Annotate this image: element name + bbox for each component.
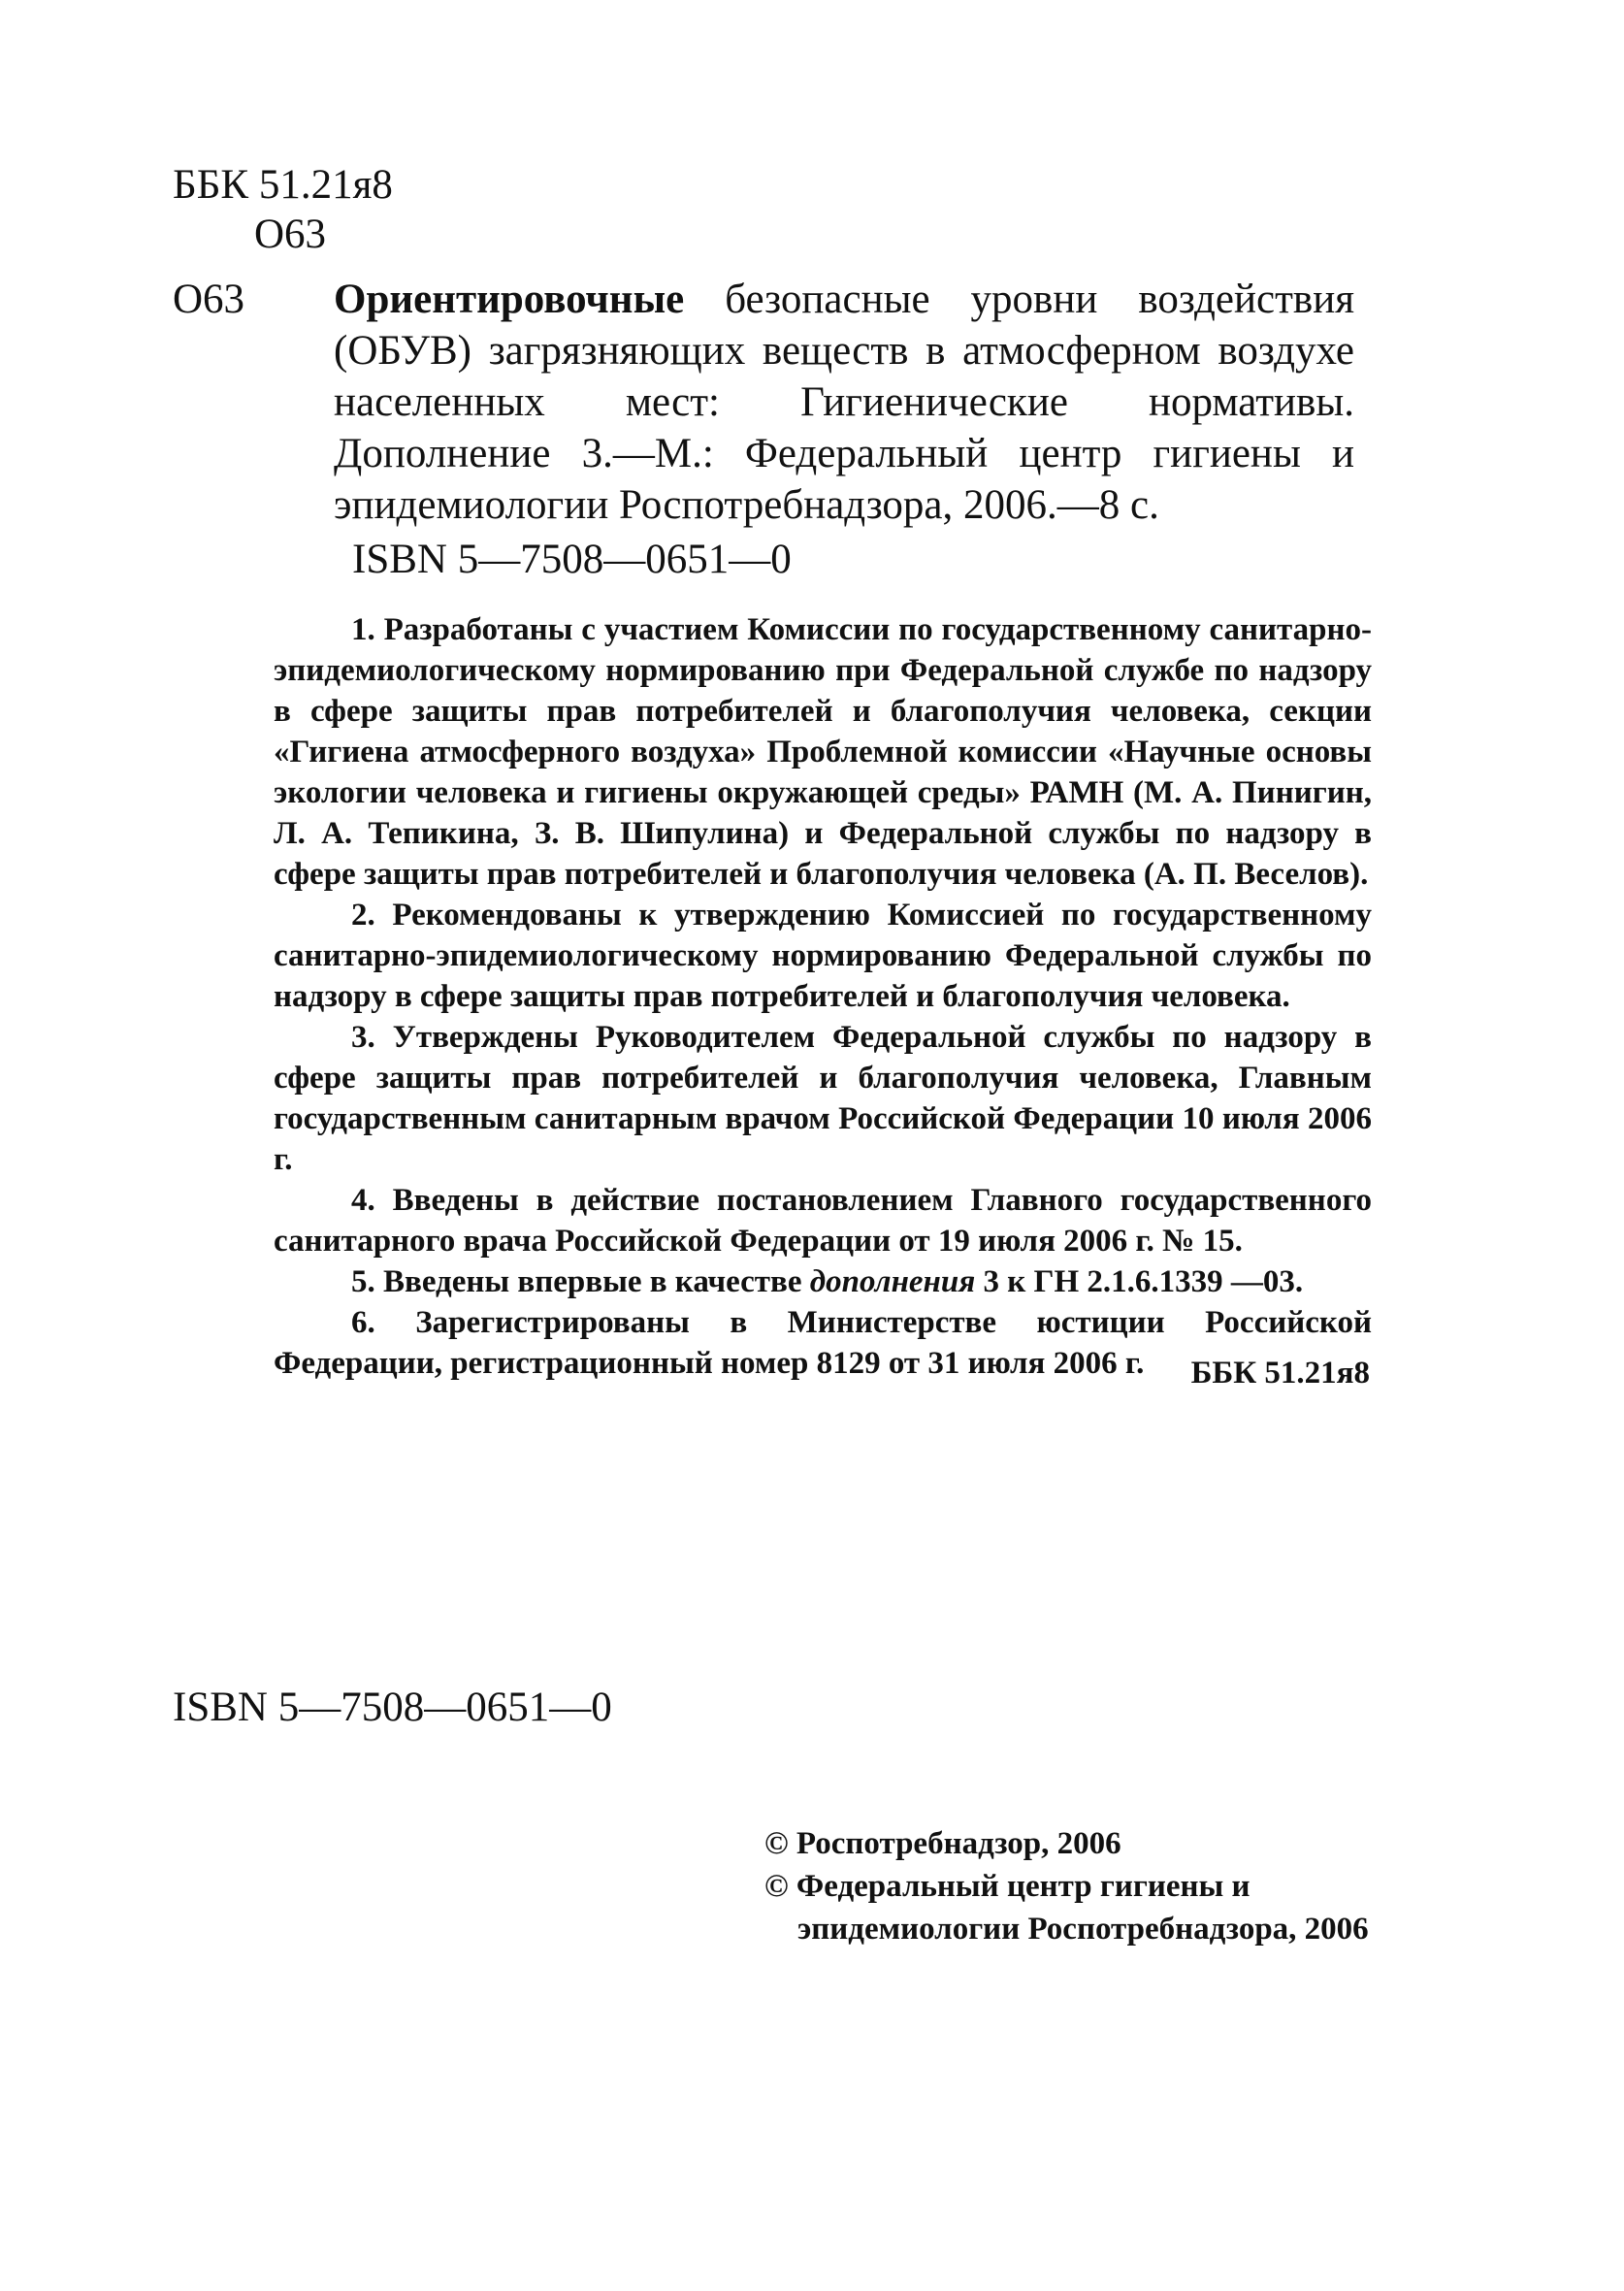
isbn-main: ISBN 5—7508—0651—0: [352, 537, 792, 582]
isbn-bottom: ISBN 5—7508—0651—0: [173, 1685, 612, 1730]
catalog-title-bold: Ориентировочные: [334, 277, 685, 322]
imprint-notes: [274, 609, 1372, 1384]
copyright-line-3: эпидемиологии Роспотребнадзора, 2006: [797, 1912, 1369, 1947]
note-2: 2. Рекомендованы к утверждению Комиссией по государственному санитарно-эпидемиологическому нормированию Федеральной службы по надзору в сфере защиты прав потребителей и благополучия человека.: [274, 898, 1372, 1014]
note-5-prefix: 5. Введены впервые в качестве: [351, 1264, 810, 1299]
catalog-description: [334, 274, 1354, 531]
catalog-entry: [173, 274, 1354, 531]
author-mark: О63: [254, 212, 327, 257]
copyright-line-2: © Федеральный центр гигиены и: [764, 1869, 1250, 1904]
copyright-block: [764, 1822, 1369, 1950]
note-4: 4. Введены в действие постановлением Главного государственного санитарного врача Российской Федерации от 19 июля 2006 г. № 15.: [274, 1183, 1372, 1259]
note-5-suffix: 3 к ГН 2.1.6.1339 —03.: [975, 1264, 1304, 1299]
note-1: 1. Разработаны с участием Комиссии по государственному санитарно-эпидемиологическому нормированию при Федеральной службе по надзору в сфере защиты прав потребителей и благополучия человека, секции «Гигиена атмосферного воздуха» Проблемной комиссии «Научные основы экологии человека и гигиены окружающей среды» РАМН (М. А. Пинигин, Л. А. Тепикина, З. В. Шипулина) и Федеральной службы по надзору в сфере защиты прав потребителей и благополучия человека (А. П. Веселов).: [274, 612, 1372, 892]
note-5: [274, 1261, 1372, 1302]
bbk-index-right: ББК 51.21я8: [1190, 1356, 1370, 1391]
copyright-line-1: © Роспотребнадзор, 2006: [764, 1826, 1121, 1861]
catalog-author-mark: О63: [173, 277, 245, 322]
note-5-italic: дополнения: [809, 1264, 976, 1299]
bbk-index-top: ББК 51.21я8: [173, 162, 393, 208]
note-6: 6. Зарегистрированы в Министерстве юстиции Российской Федерации, регистрационный номер 8129 от 31 июля 2006 г.: [274, 1305, 1372, 1381]
catalog-description-text: безопасные уровни воздействия (ОБУВ) загрязняющих веществ в атмосферном воздухе населенных мест: Гигиенические нормативы. Дополнение 3.—М.: Федеральный центр гигиены и эпидемиологии Роспотребнадзора, 2006.—8 с.: [334, 277, 1354, 528]
note-3: 3. Утверждены Руководителем Федеральной службы по надзору в сфере защиты прав потребителей и благополучия человека, Главным государственным санитарным врачом Российской Федерации 10 июля 2006 г.: [274, 1020, 1372, 1177]
